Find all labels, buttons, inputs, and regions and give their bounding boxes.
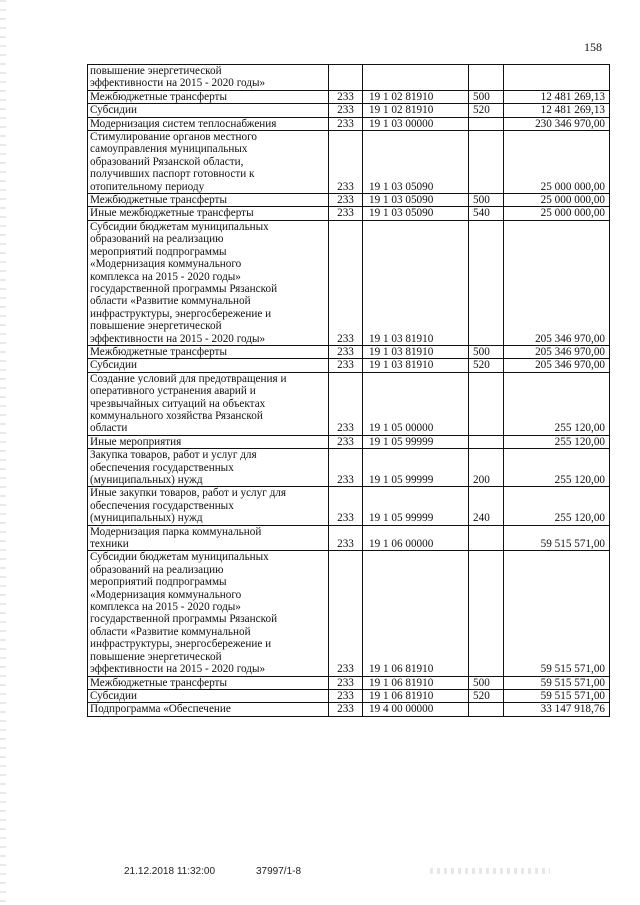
row-sum-cell: 59 515 571,00 bbox=[504, 689, 610, 702]
table-row bbox=[88, 435, 610, 448]
row-sum-cell: 255 120,00 bbox=[504, 487, 610, 525]
row-csr-cell: 19 1 05 99999 bbox=[363, 487, 469, 525]
row-sum-cell bbox=[504, 65, 610, 91]
row-csr-cell: 19 1 05 99999 bbox=[363, 449, 469, 487]
row-csr-cell: 19 1 06 81910 bbox=[363, 551, 469, 676]
table-row bbox=[88, 703, 610, 716]
row-vr-cell bbox=[469, 117, 504, 130]
row-csr-cell: 19 1 03 05090 bbox=[363, 207, 469, 220]
row-ved-cell: 233 bbox=[329, 525, 363, 551]
row-vr-cell: 520 bbox=[469, 359, 504, 372]
row-vr-cell: 500 bbox=[469, 194, 504, 207]
row-sum-cell: 255 120,00 bbox=[504, 449, 610, 487]
table-row bbox=[88, 487, 610, 525]
row-name-cell: Подпрограмма «Обеспечение bbox=[88, 703, 329, 716]
row-sum-cell: 230 346 970,00 bbox=[504, 117, 610, 130]
row-vr-cell: 500 bbox=[469, 345, 504, 358]
row-name-cell: Межбюджетные трансферты bbox=[88, 90, 329, 103]
row-name-cell: Межбюджетные трансферты bbox=[88, 194, 329, 207]
row-name-cell: повышение энергетической эффективности на 2015 - 2020 годы» bbox=[88, 65, 329, 91]
row-csr-cell: 19 1 06 81910 bbox=[363, 689, 469, 702]
row-sum-cell: 25 000 000,00 bbox=[504, 207, 610, 220]
row-vr-cell: 240 bbox=[469, 487, 504, 525]
row-csr-cell: 19 1 05 99999 bbox=[363, 435, 469, 448]
row-sum-cell: 12 481 269,13 bbox=[504, 104, 610, 117]
row-vr-cell bbox=[469, 435, 504, 448]
row-name-cell: Иные межбюджетные трансферты bbox=[88, 207, 329, 220]
row-name-cell: Субсидии бюджетам муниципальных образований на реализацию мероприятий подпрограммы «Модернизация коммунального комплекса на 2015 - 2020 годы» государственной программы Рязанской области «Развитие коммунальной инфраструктуры, энергосбережение и повышение энергетической эффективности на 2015 - 2020 годы» bbox=[88, 220, 329, 345]
row-name-cell: Субсидии bbox=[88, 689, 329, 702]
scan-smudge bbox=[430, 868, 550, 874]
footer-timestamp: 21.12.2018 11:32:00 bbox=[124, 866, 216, 877]
table-row bbox=[88, 90, 610, 103]
row-sum-cell: 59 515 571,00 bbox=[504, 525, 610, 551]
row-name-cell: Закупка товаров, работ и услуг для обеспечения государственных (муниципальных) нужд bbox=[88, 449, 329, 487]
table-row bbox=[88, 220, 610, 345]
row-name-cell: Субсидии bbox=[88, 359, 329, 372]
row-csr-cell: 19 1 03 81910 bbox=[363, 220, 469, 345]
row-vr-cell bbox=[469, 703, 504, 716]
row-name-cell: Субсидии бюджетам муниципальных образований на реализацию мероприятий подпрограммы «Модернизация коммунального комплекса на 2015 - 2020 годы» государственной программы Рязанской области «Развитие коммунальной инфраструктуры, энергосбережение и повышение энергетической эффективности на 2015 - 2020 годы» bbox=[88, 551, 329, 676]
row-ved-cell: 233 bbox=[329, 131, 363, 194]
table-row bbox=[88, 551, 610, 676]
row-sum-cell: 12 481 269,13 bbox=[504, 90, 610, 103]
row-csr-cell: 19 1 03 81910 bbox=[363, 359, 469, 372]
row-ved-cell: 233 bbox=[329, 449, 363, 487]
table-row bbox=[88, 525, 610, 551]
row-name-cell: Стимулирование органов местного самоуправления муниципальных образований Рязанской области, получивших паспорт готовности к отопительному периоду bbox=[88, 131, 329, 194]
row-sum-cell: 33 147 918,76 bbox=[504, 703, 610, 716]
table-row bbox=[88, 117, 610, 130]
row-ved-cell: 233 bbox=[329, 372, 363, 435]
table-row bbox=[88, 345, 610, 358]
row-ved-cell: 233 bbox=[329, 551, 363, 676]
row-ved-cell: 233 bbox=[329, 435, 363, 448]
table-row bbox=[88, 689, 610, 702]
scan-edge-artifact bbox=[0, 0, 6, 905]
row-name-cell: Иные закупки товаров, работ и услуг для обеспечения государственных (муниципальных) нужд bbox=[88, 487, 329, 525]
row-sum-cell: 205 346 970,00 bbox=[504, 220, 610, 345]
row-vr-cell: 540 bbox=[469, 207, 504, 220]
table-row bbox=[88, 676, 610, 689]
row-name-cell: Иные мероприятия bbox=[88, 435, 329, 448]
table-row bbox=[88, 194, 610, 207]
row-vr-cell bbox=[469, 131, 504, 194]
row-ved-cell: 233 bbox=[329, 689, 363, 702]
row-vr-cell bbox=[469, 551, 504, 676]
row-csr-cell: 19 1 06 00000 bbox=[363, 525, 469, 551]
row-ved-cell: 233 bbox=[329, 117, 363, 130]
row-sum-cell: 255 120,00 bbox=[504, 372, 610, 435]
row-csr-cell: 19 1 02 81910 bbox=[363, 104, 469, 117]
row-csr-cell: 19 1 03 05090 bbox=[363, 194, 469, 207]
table-row bbox=[88, 104, 610, 117]
row-sum-cell: 25 000 000,00 bbox=[504, 194, 610, 207]
table-row bbox=[88, 359, 610, 372]
row-sum-cell: 205 346 970,00 bbox=[504, 345, 610, 358]
row-csr-cell: 19 1 03 05090 bbox=[363, 131, 469, 194]
row-ved-cell: 233 bbox=[329, 487, 363, 525]
page-number: 158 bbox=[584, 40, 602, 54]
row-ved-cell: 233 bbox=[329, 676, 363, 689]
row-name-cell: Создание условий для предотвращения и оперативного устранения аварий и чрезвычайных ситуаций на объектах коммунального хозяйства Рязанской области bbox=[88, 372, 329, 435]
table-row bbox=[88, 449, 610, 487]
row-ved-cell: 233 bbox=[329, 90, 363, 103]
row-ved-cell: 233 bbox=[329, 207, 363, 220]
table-row bbox=[88, 65, 610, 91]
row-ved-cell: 233 bbox=[329, 220, 363, 345]
row-vr-cell bbox=[469, 372, 504, 435]
row-name-cell: Межбюджетные трансферты bbox=[88, 676, 329, 689]
row-vr-cell: 520 bbox=[469, 104, 504, 117]
row-vr-cell: 500 bbox=[469, 676, 504, 689]
row-vr-cell: 520 bbox=[469, 689, 504, 702]
row-csr-cell: 19 1 02 81910 bbox=[363, 90, 469, 103]
row-name-cell: Субсидии bbox=[88, 104, 329, 117]
table-row bbox=[88, 207, 610, 220]
row-sum-cell: 205 346 970,00 bbox=[504, 359, 610, 372]
row-vr-cell bbox=[469, 65, 504, 91]
budget-table-body bbox=[88, 65, 610, 717]
row-ved-cell: 233 bbox=[329, 359, 363, 372]
row-csr-cell: 19 1 03 81910 bbox=[363, 345, 469, 358]
row-ved-cell: 233 bbox=[329, 104, 363, 117]
row-name-cell: Модернизация систем теплоснабжения bbox=[88, 117, 329, 130]
row-sum-cell: 59 515 571,00 bbox=[504, 551, 610, 676]
row-ved-cell: 233 bbox=[329, 345, 363, 358]
row-vr-cell: 500 bbox=[469, 90, 504, 103]
row-sum-cell: 59 515 571,00 bbox=[504, 676, 610, 689]
table-row bbox=[88, 131, 610, 194]
row-sum-cell: 255 120,00 bbox=[504, 435, 610, 448]
row-vr-cell: 200 bbox=[469, 449, 504, 487]
row-name-cell: Межбюджетные трансферты bbox=[88, 345, 329, 358]
row-csr-cell: 19 4 00 00000 bbox=[363, 703, 469, 716]
row-ved-cell: 233 bbox=[329, 703, 363, 716]
row-ved-cell: 233 bbox=[329, 194, 363, 207]
row-sum-cell: 25 000 000,00 bbox=[504, 131, 610, 194]
table-row bbox=[88, 372, 610, 435]
row-csr-cell: 19 1 05 00000 bbox=[363, 372, 469, 435]
row-csr-cell: 19 1 03 00000 bbox=[363, 117, 469, 130]
footer-document-code: 37997/1-8 bbox=[256, 866, 302, 877]
row-name-cell: Модернизация парка коммунальной техники bbox=[88, 525, 329, 551]
row-vr-cell bbox=[469, 220, 504, 345]
row-csr-cell bbox=[363, 65, 469, 91]
row-vr-cell bbox=[469, 525, 504, 551]
row-csr-cell: 19 1 06 81910 bbox=[363, 676, 469, 689]
budget-table bbox=[87, 64, 610, 717]
row-ved-cell bbox=[329, 65, 363, 91]
